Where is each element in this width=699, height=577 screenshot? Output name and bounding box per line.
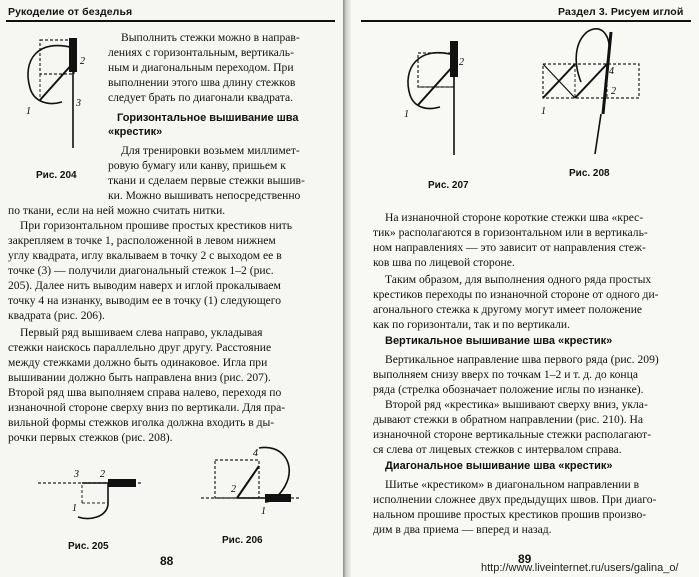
figure-205 (30, 465, 150, 535)
svg-text:4: 4 (609, 66, 614, 77)
svg-text:1: 1 (26, 106, 31, 117)
svg-text:1: 1 (261, 506, 266, 517)
svg-text:2: 2 (611, 86, 616, 97)
svg-text:2: 2 (80, 56, 85, 67)
svg-text:2: 2 (231, 484, 236, 495)
figure-207 (396, 35, 506, 165)
watermark-url[interactable]: http://www.liveinternet.ru/users/galina_o/ (481, 562, 679, 574)
right-running-header: Раздел 3. Рисуем иглой (558, 6, 684, 18)
svg-text:1: 1 (72, 503, 77, 514)
left-running-header: Рукоделие от безделья (8, 6, 133, 18)
figure-208 (529, 22, 649, 162)
section-title-diagonal: Диагональное вышивание шва «крестик» (385, 460, 613, 472)
left-header-rule (6, 20, 335, 22)
svg-text:3: 3 (74, 469, 79, 480)
fig-205-caption: Рис. 205 (68, 541, 109, 552)
svg-text:1: 1 (541, 106, 546, 117)
right-page: Раздел 3. Рисуем иглой 2 1 Рис. 207 4 2 1 Рис. 208 На изнаночной стороне короткие стежки шва «крес- тик» располагаются в горизонтальном или в вертикаль- ном направлениях — это зависит от направления стеж- ков шва по лицевой стороне. Таким образом, для выполнения одного ряда простых крестиков переходы по изнаночной стороне от одного ди- агонального стежка к другому могут имеет положение как по горизонтали, так и по вертикали. Вертикальное вышивание шва «крестик» Вертикальное направление шва первого ряда (рис. 209) выполняем снизу вверх по точкам 1–2 и т. д. до конца ряда (стрелка обозначает положение иглы по изнанке). Второй ряд «крестика» вышивают сверху вниз, укла- дывают стежки в обратном направлении (рис. 210). На изнаночной стороне вертикальные стежки располагают- ся слева от лицевых стежков с интервалом справа. Диагональное вышивание шва «крестик» Шитье «крестиком» в диагональном направлении в исполнении сложнее двух предыдущих швов. При диаго- нальном прошиве простых крестиков прошив произво- дим в два приема — вперед и назад. 89 http://www.liveinternet.ru/users/galina_o/ (351, 0, 699, 577)
svg-text:3: 3 (76, 98, 81, 109)
figure-204 (18, 30, 98, 160)
left-page-number: 88 (160, 554, 174, 568)
book-gutter (343, 0, 351, 577)
fig-208-caption: Рис. 208 (569, 168, 610, 179)
section-title-vertical: Вертикальное вышивание шва «крестик» (385, 335, 613, 347)
fig-204-caption: Рис. 204 (36, 170, 77, 181)
svg-text:2: 2 (459, 57, 464, 68)
section-title-cross: «крестик» (108, 126, 163, 138)
fig-206-caption: Рис. 206 (222, 535, 263, 546)
svg-text:1: 1 (404, 109, 409, 120)
section-title-horizontal: Горизонтальное вышивание шва (117, 112, 299, 124)
svg-text:2: 2 (100, 469, 105, 480)
fig-207-caption: Рис. 207 (428, 180, 469, 191)
svg-text:4: 4 (253, 448, 258, 459)
left-page: Рукоделие от безделья 2 1 3 Рис. 204 Выполнить стежки можно в направ- лениях с горизонтальным, вертикаль- ным и диагональным переходом. При выполнении этого шва длину стежков следует брать по диагонали квадрата. Горизонтальное вышивание шва «крестик» Для тренировки возьмем миллимет- ровую бумагу или канву, пришьем к ткани и сделаем первые стежки вышив- ки. Можно вышивать непосредственно по ткани, если на ней можно считать нитки. При горизонтальном прошиве простых крестиков нить закрепляем в точке 1, расположенной в левом нижнем углу квадрата, иглу вкалываем в точку 2 с выходом ее в точке (3) — получили диагональный стежок 1–2 (рис. 205). Далее нить выводим наверх и иглой прокалываем точку 4 на изнанку, выводим ее в точку (1) следующего квадрата (рис. 206). Первый ряд вышиваем слева направо, укладывая стежки наискось параллельно друг другу. Расстояние между стежками должно быть одинаковое. Игла при вышивании должно быть направлена вниз (рис. 207). Второй ряд шва выполняем справа налево, переходя по изнаночной стороне сверху вниз по вертикали. Для пра- вильной формы стежков иголка должна входить в ды- рочки первых стежков (рис. 208). 3 2 1 Рис. 205 4 2 1 Рис. 206 88 (0, 0, 343, 577)
right-page-number: 89 (518, 552, 532, 566)
figure-206 (195, 440, 305, 535)
